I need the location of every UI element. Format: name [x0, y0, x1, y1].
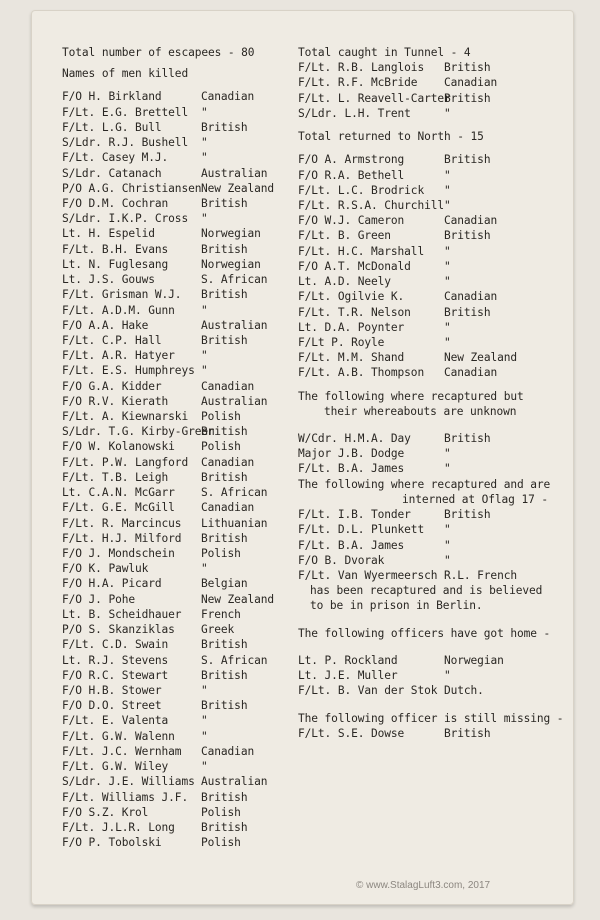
list-item: [62, 713, 294, 728]
list-item: [62, 729, 294, 744]
officer-name: F/O R.C. Stewart: [62, 668, 169, 682]
nationality: Polish: [201, 805, 241, 819]
officer-name: F/O H.A. Picard: [62, 577, 162, 591]
officer-name: F/Lt. L.G. Bull: [62, 120, 162, 134]
list-item: [62, 135, 294, 150]
list-item: [62, 576, 294, 591]
nationality: Belgian: [201, 577, 248, 591]
nationality: British: [201, 242, 248, 256]
officer-name: F/Lt. E.G. Brettell: [62, 105, 189, 119]
berlin-line2: has been recaptured and is believed: [310, 584, 543, 598]
list-item: [298, 461, 548, 476]
officer-name: F/Lt. G.W. Wiley: [62, 760, 169, 774]
nationality: Australian: [201, 318, 268, 332]
nationality: Lithuanian: [201, 516, 268, 530]
officer-name: F/O G.A. Kidder: [62, 379, 162, 393]
officer-name: S/Ldr. J.E. Williams: [62, 775, 195, 789]
nationality: Canadian: [444, 366, 498, 380]
officer-name: S/Ldr. T.G. Kirby-Green: [62, 425, 215, 439]
officer-name: F/O W. Kolanowski: [62, 440, 175, 454]
officer-name: F/Lt. A.B. Thompson: [298, 366, 425, 380]
nationality: Canadian: [444, 290, 498, 304]
officer-name: Lt. R.J. Stevens: [62, 653, 169, 667]
nationality: ": [444, 538, 451, 552]
officer-name: Lt. J.E. Muller: [298, 669, 398, 683]
officer-name: F/Lt. L.C. Brodrick: [298, 183, 425, 197]
officer-name: F/O A. Armstrong: [298, 153, 405, 167]
nationality: British: [201, 820, 248, 834]
list-item: [62, 637, 294, 652]
nationality: British: [444, 508, 491, 522]
officer-name: F/O P. Tobolski: [62, 836, 162, 850]
list-item: [62, 805, 294, 820]
nationality: Australian: [201, 775, 268, 789]
list-item: [62, 333, 294, 348]
list-item: [298, 350, 548, 365]
nationality: ": [201, 760, 208, 774]
nationality: Canadian: [201, 379, 255, 393]
officer-name: F/Lt. B.A. James: [298, 462, 405, 476]
home-list: [298, 653, 548, 699]
list-item: [62, 287, 294, 302]
officer-name: F/Lt. Williams J.F.: [62, 790, 189, 804]
officer-name: F/Lt. E. Valenta: [62, 714, 169, 728]
nationality: British: [201, 196, 248, 210]
officer-name: F/Lt. H.C. Marshall: [298, 244, 425, 258]
officer-name: P/O S. Skanziklas: [62, 623, 175, 637]
officer-name: F/Lt. G.W. Walenn: [62, 729, 175, 743]
nationality: ": [201, 136, 208, 150]
nationality: ": [444, 462, 451, 476]
list-item: [62, 120, 294, 135]
officer-name: F/Lt. B. Green: [298, 229, 391, 243]
list-item: [298, 228, 548, 243]
list-item: [62, 622, 294, 637]
list-item: [62, 363, 294, 378]
nationality: ": [201, 212, 208, 226]
list-item: [298, 320, 548, 335]
nationality: Greek: [201, 623, 235, 637]
nationality: Norwegian: [444, 653, 504, 667]
list-item: [298, 274, 548, 289]
nationality: British: [444, 153, 491, 167]
officer-name: F/O D.M. Cochran: [62, 196, 169, 210]
nationality: New Zealand: [201, 592, 274, 606]
nationality: Australian: [201, 166, 268, 180]
officer-name: S/Ldr. L.H. Trent: [298, 106, 411, 120]
officer-name: F/Lt. B.H. Evans: [62, 242, 169, 256]
officer-name: Lt. N. Fuglesang: [62, 257, 169, 271]
oflag-list: [298, 507, 548, 568]
list-item: [62, 531, 294, 546]
nationality: Polish: [201, 547, 241, 560]
list-item: [62, 89, 294, 104]
list-item: [62, 166, 294, 181]
nationality: S. African: [201, 486, 268, 500]
list-item: [62, 348, 294, 363]
officer-name: F/Lt. G.E. McGill: [62, 501, 175, 515]
berlin-line3: to be in prison in Berlin.: [310, 599, 483, 613]
nationality: Norwegian: [201, 227, 261, 241]
nationality: British: [444, 91, 491, 105]
nationality: British: [444, 229, 491, 243]
nationality: French: [201, 607, 241, 621]
officer-name: F/Lt. C.D. Swain: [62, 638, 169, 652]
list-item: [298, 365, 548, 380]
list-item: [62, 150, 294, 165]
missing-header: The following officer is still missing -: [298, 711, 564, 725]
officer-name: W/Cdr. H.M.A. Day: [298, 432, 411, 446]
list-item: [62, 561, 294, 576]
nationality: ": [444, 198, 451, 212]
officer-name: Major J.B. Dodge: [298, 447, 405, 461]
list-item: [62, 196, 294, 211]
list-item: [62, 759, 294, 774]
list-item: [62, 318, 294, 333]
list-item: [298, 60, 548, 75]
officer-name: Lt. D.A. Poynter: [298, 320, 405, 334]
list-item: [298, 106, 548, 121]
nationality: British: [201, 790, 248, 804]
nationality: S. African: [201, 273, 268, 287]
nationality: ": [201, 151, 208, 165]
list-item: [298, 726, 548, 741]
officer-name: F/Lt. T.B. Leigh: [62, 470, 169, 484]
list-item: [62, 820, 294, 835]
list-item: [62, 485, 294, 500]
list-item: [298, 289, 548, 304]
list-item: [298, 305, 548, 320]
home-header: The following officers have got home -: [298, 626, 551, 640]
killed-list: [62, 89, 294, 850]
list-item: [62, 683, 294, 698]
list-item: [62, 242, 294, 257]
officer-name: F/Lt. B. Van der Stok: [298, 684, 438, 698]
list-item: [298, 668, 548, 683]
nationality: ": [201, 729, 208, 743]
officer-name: F/Lt P. Royle: [298, 335, 385, 349]
officer-name: F/Lt. B.A. James: [298, 538, 405, 552]
list-item: [298, 553, 548, 568]
list-item: [62, 592, 294, 607]
nationality: ": [201, 714, 208, 728]
officer-name: F/O W.J. Cameron: [298, 214, 405, 228]
nationality: Polish: [201, 440, 241, 454]
officer-name: S/Ldr. Catanach: [62, 166, 162, 180]
officer-name: F/Lt. Ogilvie K.: [298, 290, 405, 304]
nationality: New Zealand: [201, 181, 274, 195]
list-item: [298, 683, 548, 698]
nationality: ": [444, 259, 451, 273]
officer-name: F/Lt. E.S. Humphreys: [62, 364, 195, 378]
nationality: British: [201, 425, 248, 439]
nationality: British: [201, 470, 248, 484]
officer-name: F/O R.A. Bethell: [298, 168, 405, 182]
officer-name: F/O B. Dvorak: [298, 553, 385, 567]
nationality: British: [201, 699, 248, 713]
nationality: British: [201, 531, 248, 545]
officer-name: F/O A.A. Hake: [62, 318, 149, 332]
list-item: [298, 168, 548, 183]
nationality: British: [201, 638, 248, 652]
list-item: [298, 91, 548, 106]
officer-name: Lt. P. Rockland: [298, 653, 398, 667]
nationality: ": [444, 183, 451, 197]
right-column: [298, 45, 564, 741]
nationality: Norwegian: [201, 257, 261, 271]
officer-name: F/O S.Z. Krol: [62, 805, 149, 819]
officer-name: F/Lt. R.B. Langlois: [298, 61, 425, 75]
list-item: [62, 455, 294, 470]
list-item: [62, 500, 294, 515]
officer-name: F/O A.T. McDonald: [298, 259, 411, 273]
officer-name: F/Lt. R. Marcincus: [62, 516, 182, 530]
nationality: S. African: [201, 653, 268, 667]
total-escapees: Total number of escapees - 80: [62, 46, 255, 59]
list-item: [62, 409, 294, 424]
nationality: ": [444, 335, 451, 349]
list-item: [62, 105, 294, 120]
nationality: ": [201, 105, 208, 119]
officer-name: F/Lt. Casey M.J.: [62, 151, 169, 165]
copyright-footer: © www.StalagLuft3.com, 2017: [356, 880, 491, 891]
list-item: [62, 835, 294, 850]
nationality: British: [201, 333, 248, 347]
nationality: ": [201, 349, 208, 363]
officer-name: S/Ldr. I.K.P. Cross: [62, 212, 189, 226]
list-item: [62, 698, 294, 713]
nationality: Australian: [201, 394, 268, 408]
list-item: [62, 774, 294, 789]
officer-name: F/O K. Pawluk: [62, 562, 149, 576]
nationality: ": [201, 303, 208, 317]
list-item: [298, 507, 548, 522]
list-item: [62, 790, 294, 805]
officer-name: F/Lt. A. Kiewnarski: [62, 410, 189, 424]
list-item: [62, 272, 294, 287]
nationality: Canadian: [201, 455, 255, 469]
nationality: Canadian: [444, 76, 498, 90]
unknown-header-line1: The following where recaptured but: [298, 389, 524, 403]
officer-name: F/Lt. A.R. Hatyer: [62, 349, 175, 363]
nationality: Canadian: [444, 214, 498, 228]
officer-name: F/Lt. D.L. Plunkett: [298, 523, 425, 537]
nationality: ": [201, 683, 208, 697]
list-item: [62, 516, 294, 531]
nationality: British: [444, 305, 491, 319]
nationality: Dutch.: [444, 684, 484, 698]
officer-name: F/Lt. Grisman W.J.: [62, 288, 182, 302]
officer-name: F/O H.B. Stower: [62, 683, 162, 697]
officer-name: F/O R.V. Kierath: [62, 394, 169, 408]
nationality: ": [444, 168, 451, 182]
officer-name: F/Lt. A.D.M. Gunn: [62, 303, 175, 317]
list-item: [62, 546, 294, 561]
officer-name: F/Lt. J.C. Wernham: [62, 744, 182, 758]
officer-name: P/O A.G. Christiansen: [62, 181, 202, 195]
officer-name: F/Lt. C.P. Hall: [62, 333, 162, 347]
officer-name: Lt. C.A.N. McGarr: [62, 486, 175, 500]
officer-name: F/Lt. R.F. McBride: [298, 76, 418, 90]
nationality: Polish: [201, 836, 241, 850]
list-item: [298, 259, 548, 274]
list-item: [62, 303, 294, 318]
nationality: Canadian: [201, 90, 255, 104]
officer-name: Lt. H. Espelid: [62, 227, 155, 241]
killed-header: Names of men killed: [62, 67, 189, 81]
nationality: British: [201, 288, 248, 302]
officer-name: Lt. B. Scheidhauer: [62, 607, 182, 621]
list-item: [298, 244, 548, 259]
officer-name: Lt. J.S. Gouws: [62, 273, 155, 287]
officer-name: F/O J. Mondschein: [62, 547, 175, 560]
list-item: [298, 446, 548, 461]
list-item: [298, 213, 548, 228]
list-item: [298, 198, 548, 213]
list-item: [62, 439, 294, 454]
nationality: ": [201, 364, 208, 378]
nationality: ": [444, 553, 451, 567]
list-item: [62, 257, 294, 272]
officer-name: F/Lt. L. Reavell-Carter: [298, 91, 451, 105]
tunnel-list: [298, 60, 548, 121]
officer-name: F/O H. Birkland: [62, 90, 162, 104]
left-column: [62, 45, 294, 850]
list-item: [62, 211, 294, 226]
officer-name: F/Lt. T.R. Nelson: [298, 305, 411, 319]
missing-list: [298, 726, 548, 741]
nationality: ": [444, 244, 451, 258]
list-item: [298, 75, 548, 90]
officer-name: F/Lt. I.B. Tonder: [298, 508, 411, 522]
officer-name: F/Lt. P.W. Langford: [62, 455, 189, 469]
officer-name: F/Lt. H.J. Milford: [62, 531, 182, 545]
officer-name: F/Lt. R.S.A. Churchill: [298, 198, 444, 212]
list-item: [62, 424, 294, 439]
nationality: ": [444, 320, 451, 334]
nationality: ": [444, 447, 451, 461]
list-item: [62, 226, 294, 241]
list-item: [62, 653, 294, 668]
officer-name: F/Lt. J.L.R. Long: [62, 820, 175, 834]
list-item: [62, 607, 294, 622]
officer-name: F/Lt. M.M. Shand: [298, 351, 405, 365]
officer-name: F/Lt. S.E. Dowse: [298, 726, 405, 740]
unknown-list: [298, 431, 548, 477]
officer-name: F/O D.O. Street: [62, 699, 162, 713]
nationality: ": [444, 523, 451, 537]
nationality: British: [444, 726, 491, 740]
list-item: [62, 744, 294, 759]
officer-name: Lt. A.D. Neely: [298, 275, 391, 289]
nationality: ": [444, 669, 451, 683]
tunnel-header: Total caught in Tunnel - 4: [298, 46, 471, 59]
nationality: British: [444, 432, 491, 446]
list-item: [298, 335, 548, 350]
nationality: New Zealand: [444, 351, 517, 365]
list-item: [62, 379, 294, 394]
nationality: ": [444, 106, 451, 120]
officer-name: F/O J. Pohe: [62, 592, 135, 606]
berlin-line1: F/Lt. Van Wyermeersch R.L. French: [298, 569, 517, 582]
list-item: [62, 394, 294, 409]
list-item: [298, 152, 548, 167]
list-item: [62, 181, 294, 196]
nationality: ": [444, 275, 451, 289]
nationality: ": [201, 562, 208, 576]
list-item: [298, 183, 548, 198]
oflag-header-line1: The following where recaptured and are: [298, 477, 551, 491]
unknown-header-line2: their whereabouts are unknown: [324, 404, 517, 418]
list-item: [62, 668, 294, 683]
list-item: [298, 522, 548, 537]
north-list: [298, 152, 548, 380]
north-header: Total returned to North - 15: [298, 130, 484, 144]
list-item: [298, 538, 548, 553]
officer-name: S/Ldr. R.J. Bushell: [62, 136, 189, 150]
nationality: British: [444, 61, 491, 75]
nationality: British: [201, 668, 248, 682]
nationality: Polish: [201, 410, 241, 424]
list-item: [298, 431, 548, 446]
nationality: Canadian: [201, 744, 255, 758]
nationality: Canadian: [201, 501, 255, 515]
list-item: [298, 653, 548, 668]
list-item: [62, 470, 294, 485]
nationality: British: [201, 120, 248, 134]
oflag-header-line2: interned at Oflag 17 -: [402, 492, 548, 506]
